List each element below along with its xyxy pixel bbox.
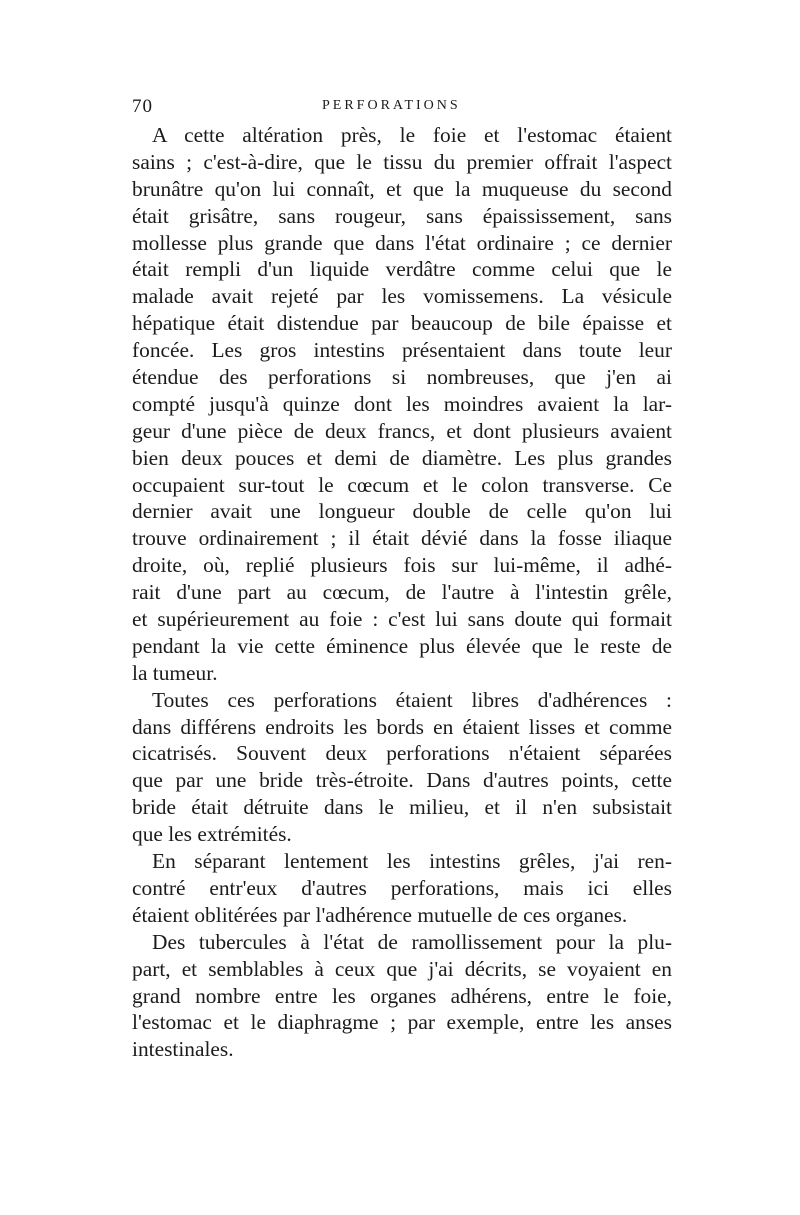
- text-line: hépatique était distendue par beaucoup de bile épaisse et: [132, 311, 672, 336]
- text-line: A cette altération près, le foie et l'estomac étaient: [152, 123, 672, 147]
- text-line: bride était détruite dans le milieu, et il n'en subsistait: [132, 795, 672, 820]
- text-line: la tumeur.: [132, 660, 218, 685]
- text-line: dernier avait une longueur double de celle qu'on lui: [132, 499, 672, 524]
- text-line: et supérieurement au foie : c'est lui sans doute qui formait: [132, 607, 672, 632]
- page-header: [132, 96, 672, 120]
- text-line: malade avait rejeté par les vomissemens. La vésicule: [132, 284, 672, 309]
- text-line: l'estomac et le diaphragme ; par exemple, entre les anses: [132, 1010, 672, 1035]
- text-line: geur d'une pièce de deux francs, et dont plusieurs avaient: [132, 418, 672, 443]
- text-line: En séparant lentement les intestins grêles, j'ai ren-: [152, 849, 672, 874]
- text-line: trouve ordinairement ; il était dévié dans la fosse iliaque: [132, 526, 672, 551]
- text-line: étendue des perforations si nombreuses, que j'en ai: [132, 365, 672, 390]
- body-text: [132, 122, 672, 1063]
- text-line: que par une bride très-étroite. Dans d'autres points, cette: [132, 768, 672, 793]
- text-line: était rempli d'un liquide verdâtre comme celui que le: [132, 257, 672, 282]
- text-line: Toutes ces perforations étaient libres d'adhérences :: [152, 687, 672, 712]
- text-line: étaient oblitérées par l'adhérence mutuelle de ces organes.: [132, 902, 628, 927]
- running-head: PERFORATIONS: [322, 98, 461, 113]
- text-line: sains ; c'est-à-dire, que le tissu du premier offrait l'aspect: [132, 149, 672, 174]
- text-line: rait d'une part au cœcum, de l'autre à l'intestin grêle,: [132, 580, 672, 605]
- text-line: était grisâtre, sans rougeur, sans épaississement, sans: [132, 203, 672, 228]
- text-line: cicatrisés. Souvent deux perforations n'étaient séparées: [132, 741, 672, 766]
- text-line: foncée. Les gros intestins présentaient dans toute leur: [132, 338, 672, 363]
- text-line: contré entr'eux d'autres perforations, mais ici elles: [132, 875, 672, 900]
- page-number: 70: [132, 96, 153, 117]
- text-line: pendant la vie cette éminence plus élevée que le reste de: [132, 633, 672, 658]
- text-line: que les extrémités.: [132, 822, 292, 847]
- text-line: part, et semblables à ceux que j'ai décrits, se voyaient en: [132, 956, 672, 981]
- text-line: grand nombre entre les organes adhérens, entre le foie,: [132, 983, 672, 1008]
- text-line: bien deux pouces et demi de diamètre. Les plus grandes: [132, 445, 672, 470]
- text-line: mollesse plus grande que dans l'état ordinaire ; ce dernier: [132, 230, 672, 255]
- text-line: brunâtre qu'on lui connaît, et que la muqueuse du second: [132, 176, 672, 201]
- text-line: intestinales.: [132, 1037, 234, 1062]
- text-line: occupaient sur-tout le cœcum et le colon transverse. Ce: [132, 472, 672, 497]
- text-line: droite, où, replié plusieurs fois sur lui-même, il adhé-: [132, 553, 672, 578]
- text-line: dans différens endroits les bords en étaient lisses et comme: [132, 714, 672, 739]
- text-line: Des tubercules à l'état de ramollissement pour la plu-: [152, 929, 672, 954]
- text-line: compté jusqu'à quinze dont les moindres avaient la lar-: [132, 391, 672, 416]
